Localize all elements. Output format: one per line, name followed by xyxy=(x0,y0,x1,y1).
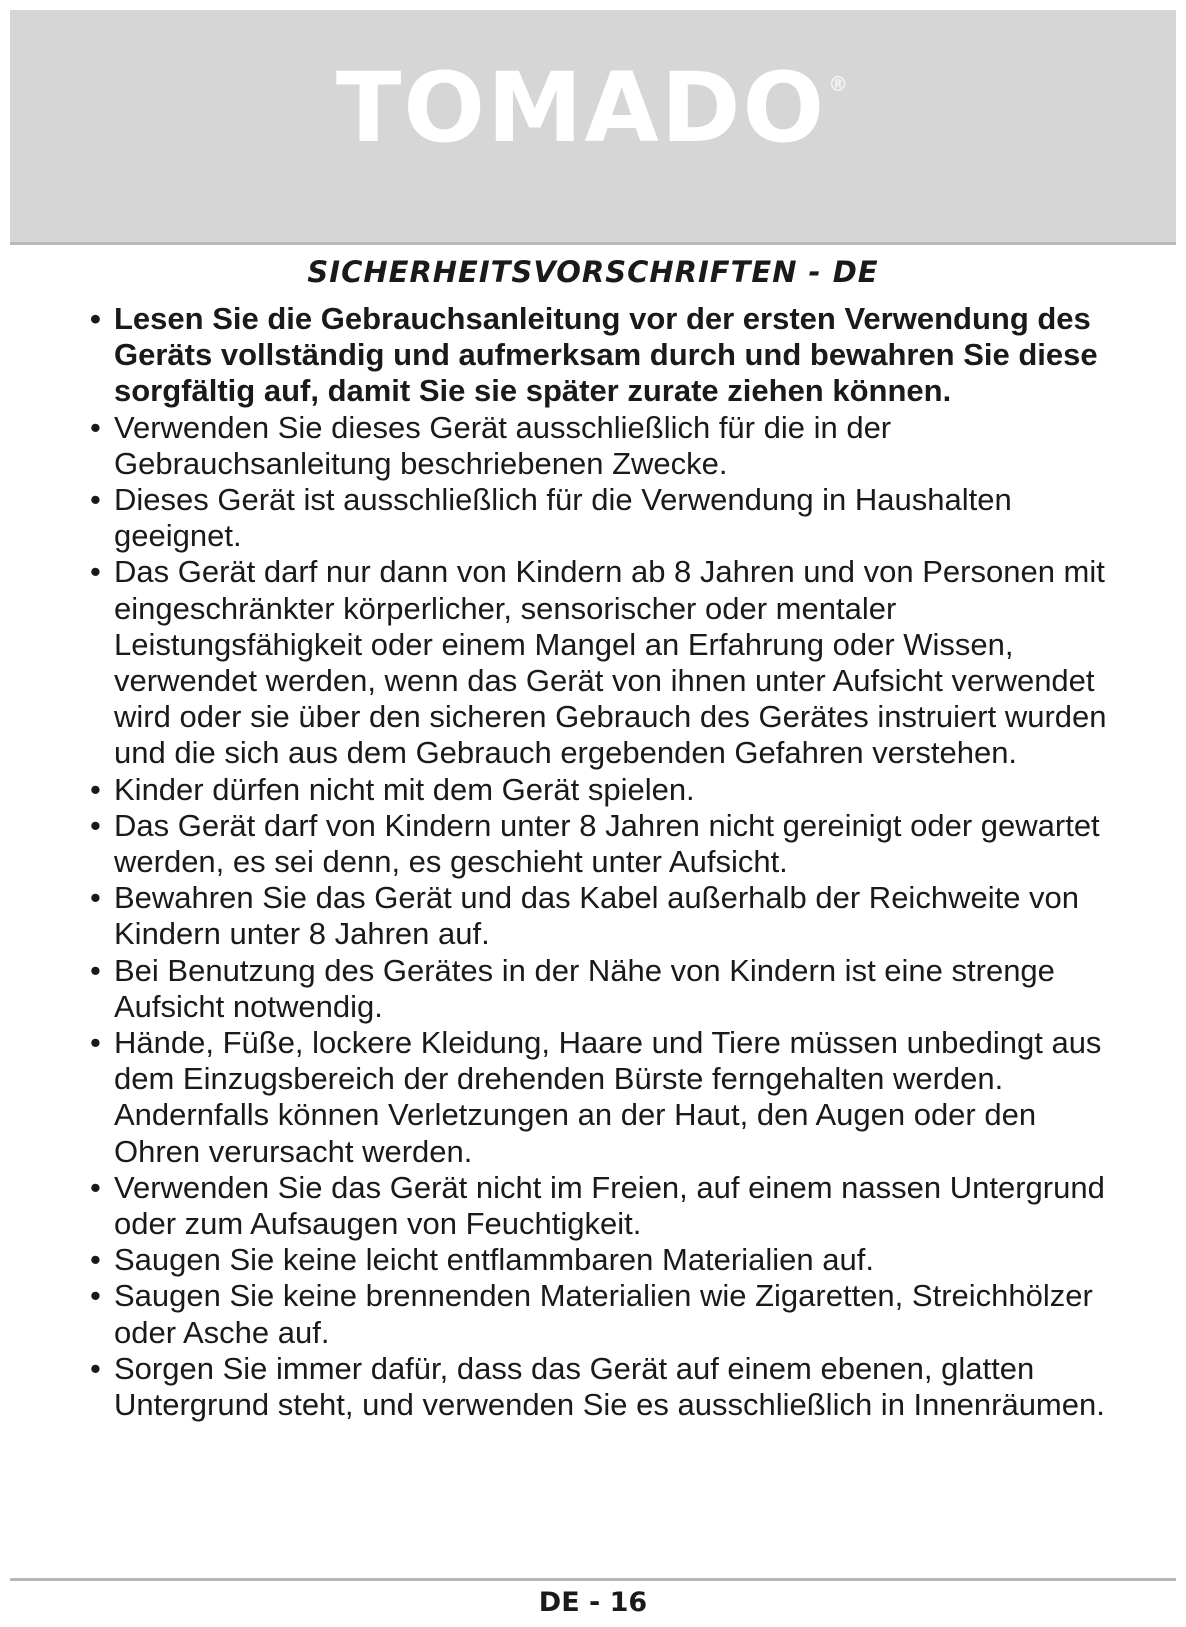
safety-rule-no-outdoor-wet: • Verwenden Sie das Gerät nicht im Freien, auf einem nassen Untergrund oder zum Aufsaugen von Feuchtigkeit. xyxy=(90,1170,1120,1242)
safety-rule-rotating-brush: • Hände, Füße, lockere Kleidung, Haare und Tiere müssen unbedingt aus dem Einzugsbereich der drehenden Bürste ferngehalten werden. Andernfalls können Verletzungen an der Haut, den Augen oder den Ohren verursacht werden. xyxy=(90,1025,1120,1170)
safety-rule-cleaning-by-children: • Das Gerät darf von Kindern unter 8 Jahren nicht gereinigt oder gewartet werden, es sei denn, es geschieht unter Aufsicht. xyxy=(90,808,1120,880)
safety-rule-no-playing: • Kinder dürfen nicht mit dem Gerät spielen. xyxy=(90,772,1120,808)
footer-divider xyxy=(10,1578,1176,1581)
safety-rule-no-burning-materials: • Saugen Sie keine brennenden Materialien wie Zigaretten, Streichhölzer oder Asche auf. xyxy=(90,1278,1120,1350)
safety-rule-intended-use: • Verwenden Sie dieses Gerät ausschließlich für die in der Gebrauchsanleitung beschriebenen Zwecke. xyxy=(90,410,1120,482)
header-band xyxy=(10,10,1176,245)
safety-rule-level-surface: • Sorgen Sie immer dafür, dass das Gerät auf einem ebenen, glatten Untergrund steht, und verwenden Sie es ausschließlich in Innenräumen. xyxy=(90,1351,1120,1423)
safety-rule-no-flammables: • Saugen Sie keine leicht entflammbaren Materialien auf. xyxy=(90,1242,1120,1278)
brand-logo xyxy=(10,52,1176,164)
logo-wordmark: TOMADO xyxy=(335,52,827,164)
safety-rule-storage: • Bewahren Sie das Gerät und das Kabel außerhalb der Reichweite von Kindern unter 8 Jahren auf. xyxy=(90,880,1120,952)
safety-rule-read-manual: • Lesen Sie die Gebrauchsanleitung vor der ersten Verwendung des Geräts vollständig und aufmerksam durch und bewahren Sie diese sorgfältig auf, damit Sie sie später zurate ziehen können. xyxy=(90,301,1120,410)
safety-rule-children-supervision: • Das Gerät darf nur dann von Kindern ab 8 Jahren und von Personen mit eingeschränkter körperlicher, sensorischer oder mentaler Leistungsfähigkeit oder einem Mangel an Erfahrung oder Wissen, verwendet werden, wenn das Gerät von ihnen unter Aufsicht verwendet wird oder sie über den sicheren Gebrauch des Gerätes instruiert wurden und die sich aus dem Gebrauch ergebenden Gefahren verstehen. xyxy=(90,554,1120,771)
safety-rule-household-only: • Dieses Gerät ist ausschließlich für die Verwendung in Haushalten geeignet. xyxy=(90,482,1120,554)
section-title: SICHERHEITSVORSCHRIFTEN - DE xyxy=(307,255,879,289)
page-number: DE - 16 xyxy=(538,1587,648,1618)
registered-mark: ® xyxy=(828,72,851,96)
safety-rule-strict-supervision: • Bei Benutzung des Gerätes in der Nähe von Kindern ist eine strenge Aufsicht notwendig. xyxy=(90,953,1120,1025)
safety-rules-list xyxy=(90,301,1120,1423)
